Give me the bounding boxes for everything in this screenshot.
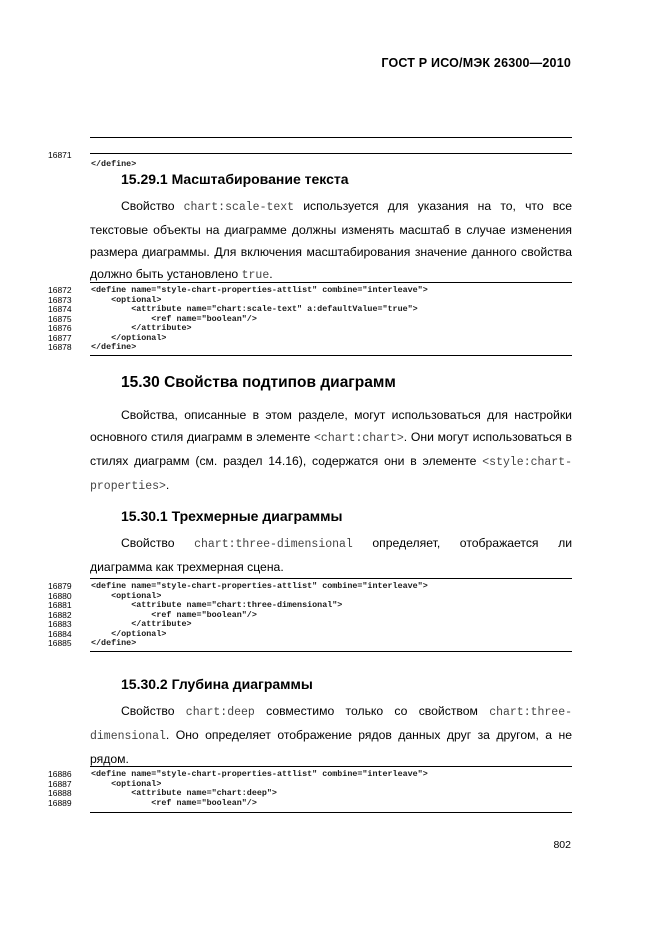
inline-code: chart:scale-text: [183, 201, 295, 214]
paragraph: [90, 195, 572, 287]
text: . Они могут использоваться в стилях диаграмм (см. раздел 14.16), содержатся они в элементе: [90, 430, 572, 468]
inline-code: <style:chart-properties>: [90, 456, 572, 493]
section-heading: 15.30 Свойства подтипов диаграмм: [121, 374, 396, 391]
code-line: [48, 639, 578, 649]
code-line: [48, 799, 578, 809]
text: Свойство: [121, 536, 195, 550]
code-text: <optional>: [91, 778, 162, 789]
line-number: 16878: [48, 342, 72, 352]
line-number: 16884: [48, 628, 72, 639]
inline-code: <chart:chart>: [314, 432, 404, 445]
code-divider: [90, 651, 572, 652]
line-number: 16872: [48, 285, 72, 295]
code-text: </attribute>: [91, 323, 192, 333]
section-heading: 15.30.1 Трехмерные диаграммы: [121, 508, 343, 524]
paragraph: [90, 404, 572, 498]
line-number: 16885: [48, 638, 72, 648]
text: используется для указания на то, что все текстовые объекты на диаграмме должны изменять масштаб в случае изменения размера диаграммы. Для включения масштабирования значение данного свойства должно быть установлено: [90, 199, 572, 281]
code-divider: [90, 282, 572, 283]
line-number: 16879: [48, 581, 72, 591]
line-number: 16873: [48, 294, 72, 305]
section-heading: 15.29.1 Масштабирование текста: [121, 171, 349, 187]
code-text: <optional>: [91, 590, 162, 601]
code-divider: [90, 578, 572, 579]
paragraph: [90, 532, 572, 578]
line-number: 16881: [48, 600, 72, 610]
line-number: 16875: [48, 313, 72, 324]
line-number: 16888: [48, 788, 72, 798]
text: . Оно определяет отображение рядов данных друг за другом, а не рядом.: [90, 728, 572, 766]
inline-code: chart:three-dimensional: [90, 706, 573, 743]
line-number: 16886: [48, 769, 72, 779]
code-divider: [90, 812, 572, 813]
code-line: [48, 343, 578, 353]
line-number: 16876: [48, 323, 72, 333]
code-text: </optional>: [91, 332, 167, 343]
code-listing: [48, 582, 578, 649]
code-text: <ref name="boolean"/>: [91, 609, 257, 620]
code-text: <define name="style-chart-properties-attlist" combine="interleave">: [91, 285, 428, 295]
text: .: [165, 478, 170, 492]
inline-code: true: [241, 269, 270, 282]
line-number: 16889: [48, 797, 72, 808]
text: Свойство: [121, 704, 186, 718]
code-text: <optional>: [91, 294, 162, 305]
line-number: 16871: [48, 149, 72, 160]
code-text: <attribute name="chart:three-dimensional">: [91, 600, 343, 610]
code-text: </define>: [91, 159, 137, 169]
code-text: </define>: [91, 342, 137, 352]
text: .: [269, 267, 273, 281]
code-divider: [90, 153, 572, 154]
paragraph: [90, 700, 572, 770]
code-divider: [90, 355, 572, 356]
section-heading: 15.30.2 Глубина диаграммы: [121, 676, 313, 692]
code-text: <attribute name="chart:scale-text" a:defaultValue="true">: [91, 304, 418, 314]
line-number: 16887: [48, 778, 72, 789]
text: совместимо только со свойством: [254, 704, 490, 718]
code-listing: [48, 286, 578, 353]
code-divider: [90, 766, 572, 767]
code-listing: [48, 770, 578, 808]
code-text: </optional>: [91, 628, 167, 639]
code-text: <ref name="boolean"/>: [91, 313, 257, 324]
code-text: </attribute>: [91, 619, 192, 629]
code-text: <define name="style-chart-properties-attlist" combine="interleave">: [91, 769, 428, 779]
line-number: 16883: [48, 619, 72, 629]
inline-code: chart:three-dimensional: [194, 538, 353, 551]
code-text: </define>: [91, 638, 137, 648]
page-number: 802: [553, 839, 571, 851]
line-number: 16880: [48, 590, 72, 601]
text: определяет, отображается ли диаграмма как трехмерная сцена.: [90, 536, 573, 574]
inline-code: chart:deep: [185, 706, 255, 719]
code-text: <define name="style-chart-properties-attlist" combine="interleave">: [91, 581, 428, 591]
code-text: <attribute name="chart:deep">: [91, 788, 277, 798]
code-listing: [48, 141, 578, 169]
text: Свойство: [121, 199, 184, 213]
code-divider: [90, 137, 572, 138]
document-header: ГОСТ Р ИСО/МЭК 26300—2010: [381, 56, 571, 70]
text: Свойства, описанные в этом разделе, могут использоваться для настройки основного стиля диаграмм в элементе: [90, 408, 572, 444]
line-number: 16874: [48, 304, 72, 314]
line-number: 16882: [48, 609, 72, 620]
code-line: [48, 141, 578, 169]
line-number: 16877: [48, 332, 72, 343]
code-text: <ref name="boolean"/>: [91, 797, 257, 808]
